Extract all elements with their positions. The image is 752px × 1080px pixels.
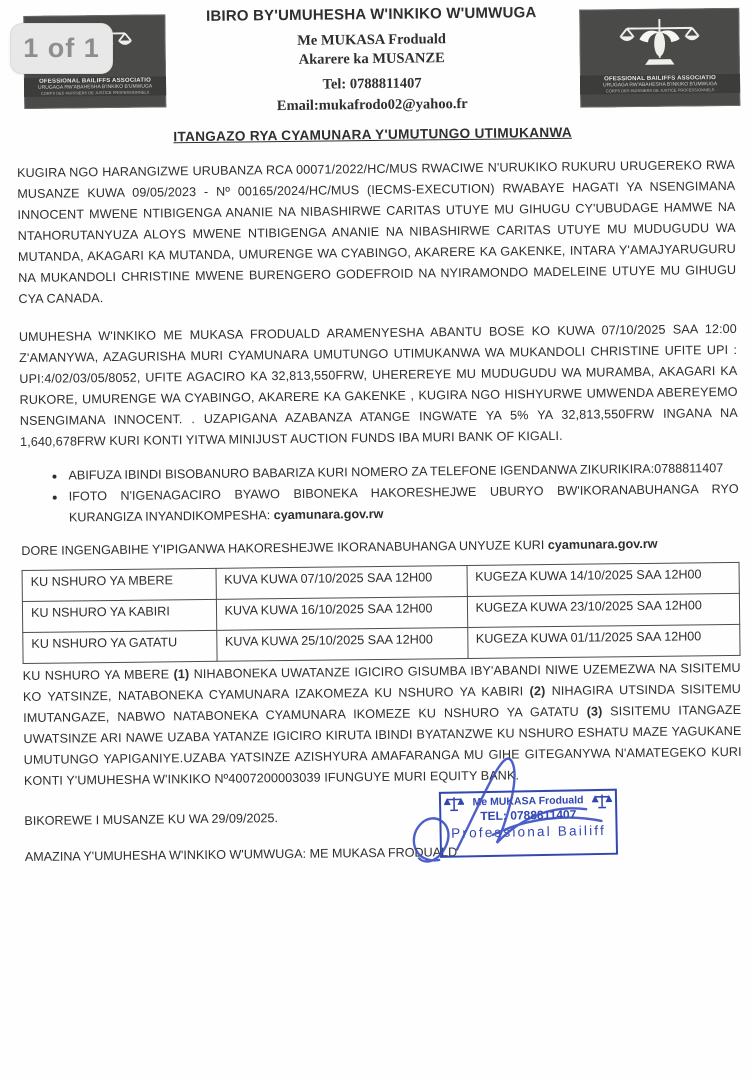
case-paragraph: KUGIRA NGO HARANGIZWE URUBANZA RCA 00071/2022/HC/MUS RWACIWE N'URUKIKO RUKURU URUGEREKO RWA MUSANZE KUWA 09/05/2023 - Nº 00165/2024/HC/MUS (IECMS-EXECUTION) RWABAYE HAGATI YA NSENGIMANA INNOCENT MWENE NTIBIGENGA ANANIE NA NIBASHIRWE CARITAS UTUYE MU GIHUGU CY'UBUDAGE HAMWE NA NTAHORUTANYUZA ALOYS MWENE NTIBIGENGA ANANIE NA NIBASHIRWE CARITAS UTUYE MU MUDUGUDU WA MUTANDA, AKAGARI KA MUTANDA, UMURENGE WA CYABINGO, AKARERE KA GAKENKE, INTARA Y'AMAJYARUGURU NA MUKANDOLI CHRISTINE MWENE BURENGERO GODEFROID NA NYIRAMONDO MADELEINE UTUYE MU GIHUGU CYA CANADA. xyxy=(16,157,737,307)
auction-start-cell: KUVA KUWA 25/10/2025 SAA 12H00 xyxy=(216,627,467,661)
round-number: (3) xyxy=(586,704,603,719)
bailiff-name: Me MUKASA Froduald xyxy=(297,31,447,49)
round-number: (2) xyxy=(529,684,546,699)
auction-announcement-paragraph: UMUHESHA W'INKIKO ME MUKASA FRODUALD ARAMENYESHA ABANTU BOSE KO KUWA 07/10/2025 SAA 12:00 Z'AMANYWA, AZAGURISHA MURI CYAMUNARA UMUTUNGO UTIMUKANWA WA MUKANDOLI CHRISTINE UFITE UPI : UPI:4/02/03/05/8052, UFITE AGACIRO KA 32,813,550FRW, UHEREREYE MU MUDUGUDU WA MURAMBA, AKAGARI KA RUKORE, UMURENGE WA CYABINGO, AKARERE KA GAKENKE , KUGIRA NGO HISHYURWE UMWENDA ABEREYEMO NSENGIMANA INNOCENT. . UZAPIGANA AZABANZA ATANGE INGWATE YA 5% YA 32,813,550FRW INGANA NA 1,640,678FRW KURI KONTI YITWA MINIJUST AUCTION FUNDS IBA MURI BANK OF KIGALI. xyxy=(18,321,738,450)
info-bullet-list xyxy=(20,458,739,529)
doves-scales-emblem-icon xyxy=(579,12,740,76)
association-name-fr: CORPS DES HUISSIERS DE JUSTICE PROFESSIONNELS xyxy=(40,89,150,96)
auction-end-cell: KUGEZA KUWA 14/10/2025 SAA 12H00 xyxy=(467,562,740,596)
ranking-text: NIHABONEKA UWATANZE IGICIRO GISUMBA IBY'ABANDI NIWE UZEMEZWA NA SISITEMU KO YATSINZE, NATABONEKA CYAMUNARA IZAKOMEZA KU NSHURO YA KABIRI xyxy=(22,660,741,705)
round-number: (1) xyxy=(173,667,190,682)
stamp-tel: TEL: 0788811407 xyxy=(480,807,577,824)
auction-start-cell: KUVA KUWA 07/10/2025 SAA 12H00 xyxy=(216,565,467,599)
contact-info-text: ABIFUZA IBINDI BISOBANURO BABARIZA KURI NOMERO ZA TELEFONE IGENDANWA ZIKURIKIRA:0788811407 xyxy=(68,461,724,483)
scales-icon xyxy=(592,793,612,815)
email-line: Email:mukafrodo02@yahoo.fr xyxy=(276,95,468,115)
ranking-text: SISITEMU ITANGAZE UWATSINZE ARI NAWE UZABA YATANZE IGICIRO KIRUTA IBINDI BYATANZWE KU NSHURO ESHATU MAZE YAGUKANE UMUTUNGO YAPIGANIYE.UZABA YATSINZE AZISHYURA AMAFARANGA MU GIHE GITEGANYWA N'AMATEGEKO KURI KONTI Y'UMUHESHA W'INKIKO Nº4007200003039 IFUNGUYE MURI EQUITY BANK. xyxy=(23,702,742,789)
auction-end-cell: KUGEZA KUWA 01/11/2025 SAA 12H00 xyxy=(467,624,740,658)
stamp-name: Me MUKASA Froduald xyxy=(472,794,584,809)
closing-section xyxy=(24,794,743,934)
auction-round-cell: KU NSHURO YA GATATU xyxy=(23,630,217,663)
schedule-intro-line xyxy=(21,536,739,558)
auction-start-cell: KUVA KUWA 16/10/2025 SAA 12H00 xyxy=(216,596,467,630)
bailiff-stamp xyxy=(439,789,618,858)
list-item xyxy=(67,479,739,529)
document-body xyxy=(0,155,752,934)
association-name-rw: URUGAGA RW'ABAHESHA B'INKIKO B'UMWUGA xyxy=(602,81,718,89)
association-name-rw: URUGAGA RW'ABAHESHA B'INKIKO B'UMWUGA xyxy=(37,83,153,91)
bailiff-names-line: AMAZINA Y'UMUHESHA W'INKIKO W'UMWUGA: ME MUKASA FRODUALD xyxy=(24,845,458,865)
association-name-fr: CORPS DES HUISSIERS DE JUSTICE PROFESSIONNELS xyxy=(605,87,715,94)
auction-schedule-table xyxy=(22,562,741,664)
bailiffs-association-logo-right xyxy=(579,8,740,108)
auction-end-cell: KUGEZA KUWA 23/10/2025 SAA 12H00 xyxy=(467,593,740,627)
document-title: ITANGAZO RYA CYAMUNARA Y'UMUTUNGO UTIMUKANWA xyxy=(173,124,572,145)
association-name-en: OFESSIONAL BAILIFFS ASSOCIATIO xyxy=(604,75,716,83)
district-line: Akarere ka MUSANZE xyxy=(298,50,445,68)
ranking-text: NIHAGIRA UTSINDA SISITEMU IMUTANGAZE, NABWO NATABONEKA CYAMUNARA IKOMEZE KU NSHURO YA GATATU xyxy=(23,681,742,726)
scales-icon xyxy=(444,795,464,817)
cyamunara-website-text: cyamunara.gov.rw xyxy=(273,506,384,523)
cyamunara-website-text: cyamunara.gov.rw xyxy=(547,536,658,553)
page-indicator-badge: 1 of 1 xyxy=(10,23,113,74)
association-name-en: OFESSIONAL BAILIFFS ASSOCIATIO xyxy=(39,77,151,85)
auction-round-cell: KU NSHURO YA KABIRI xyxy=(22,599,216,632)
auction-round-cell: KU NSHURO YA MBERE xyxy=(22,568,216,601)
photo-info-text: IFOTO N'IGENAGACIRO BYAWO BIBONEKA HAKORESHEJWE UBURYO BW'IKORANABUHANGA RYO KURANGIZA INYANDIKOMPESHA: xyxy=(68,481,739,525)
ranking-rules-paragraph xyxy=(23,658,742,792)
place-date-line: BIKOREWE I MUSANZE KU WA 29/09/2025. xyxy=(24,811,279,829)
stamp-role: Professional Bailiff xyxy=(451,822,607,841)
letterhead-center xyxy=(156,0,587,116)
office-title: IBIRO BY'UMUHESHA W'INKIKO W'UMWUGA xyxy=(205,4,537,25)
telephone-line: Tel: 0788811407 xyxy=(322,75,422,93)
schedule-intro-text: DORE INGENGABIHE Y'IPIGANWA HAKORESHEJWE IKORANABUHANGA UNYUZE KURI xyxy=(21,538,548,559)
ranking-text: KU NSHURO YA MBERE xyxy=(22,667,174,684)
